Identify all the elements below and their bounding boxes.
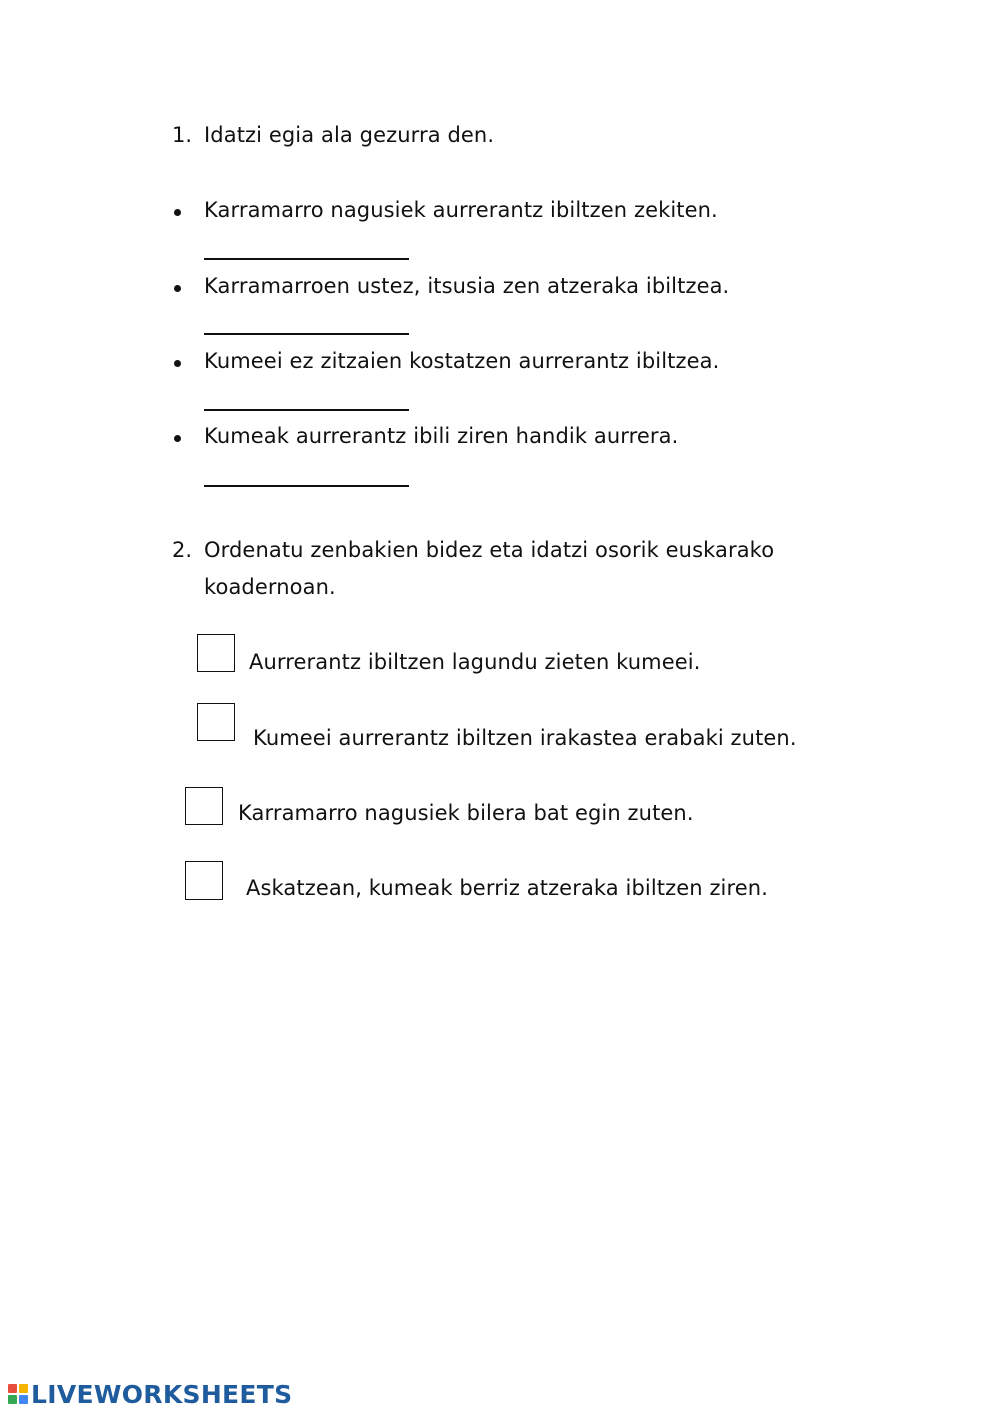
order-number-box[interactable]	[185, 861, 223, 900]
section1-title: Idatzi egia ala gezurra den.	[204, 123, 495, 147]
order-number-box[interactable]	[197, 634, 235, 672]
section1-number: 1.	[172, 123, 193, 147]
order-number-box[interactable]	[197, 703, 235, 741]
section2-number: 2.	[172, 538, 193, 562]
order-number-box[interactable]	[185, 787, 223, 825]
bullet-icon	[174, 435, 181, 442]
liveworksheets-logo	[8, 1380, 292, 1408]
ordering-sentence: Kumeei aurrerantz ibiltzen irakastea erabaki zuten.	[253, 726, 797, 750]
bullet-icon	[174, 285, 181, 292]
true-false-statement: Karramarroen ustez, itsusia zen atzeraka ibiltzea.	[204, 274, 730, 298]
answer-line[interactable]	[204, 485, 409, 487]
logo-square-yellow	[19, 1384, 28, 1393]
true-false-statement: Karramarro nagusiek aurrerantz ibiltzen zekiten.	[204, 198, 718, 222]
bullet-icon	[174, 360, 181, 367]
answer-line[interactable]	[204, 258, 409, 260]
answer-line[interactable]	[204, 409, 409, 411]
true-false-statement: Kumeei ez zitzaien kostatzen aurrerantz ibiltzea.	[204, 349, 720, 373]
logo-square-green	[8, 1395, 17, 1404]
logo-square-blue	[19, 1395, 28, 1404]
answer-line[interactable]	[204, 333, 409, 335]
section2-title: Ordenatu zenbakien bidez eta idatzi osorik euskarako	[204, 538, 775, 562]
logo-square-red	[8, 1384, 17, 1393]
bullet-icon	[174, 209, 181, 216]
ordering-sentence: Aurrerantz ibiltzen lagundu zieten kumeei.	[249, 650, 701, 674]
section2-title-continued: koadernoan.	[204, 575, 336, 599]
ordering-sentence: Askatzean, kumeak berriz atzeraka ibiltzen ziren.	[246, 876, 768, 900]
logo-text: LIVEWORKSHEETS	[31, 1379, 293, 1409]
ordering-sentence: Karramarro nagusiek bilera bat egin zuten.	[238, 801, 694, 825]
true-false-statement: Kumeak aurrerantz ibili ziren handik aurrera.	[204, 424, 679, 448]
logo-grid-icon	[8, 1384, 28, 1404]
